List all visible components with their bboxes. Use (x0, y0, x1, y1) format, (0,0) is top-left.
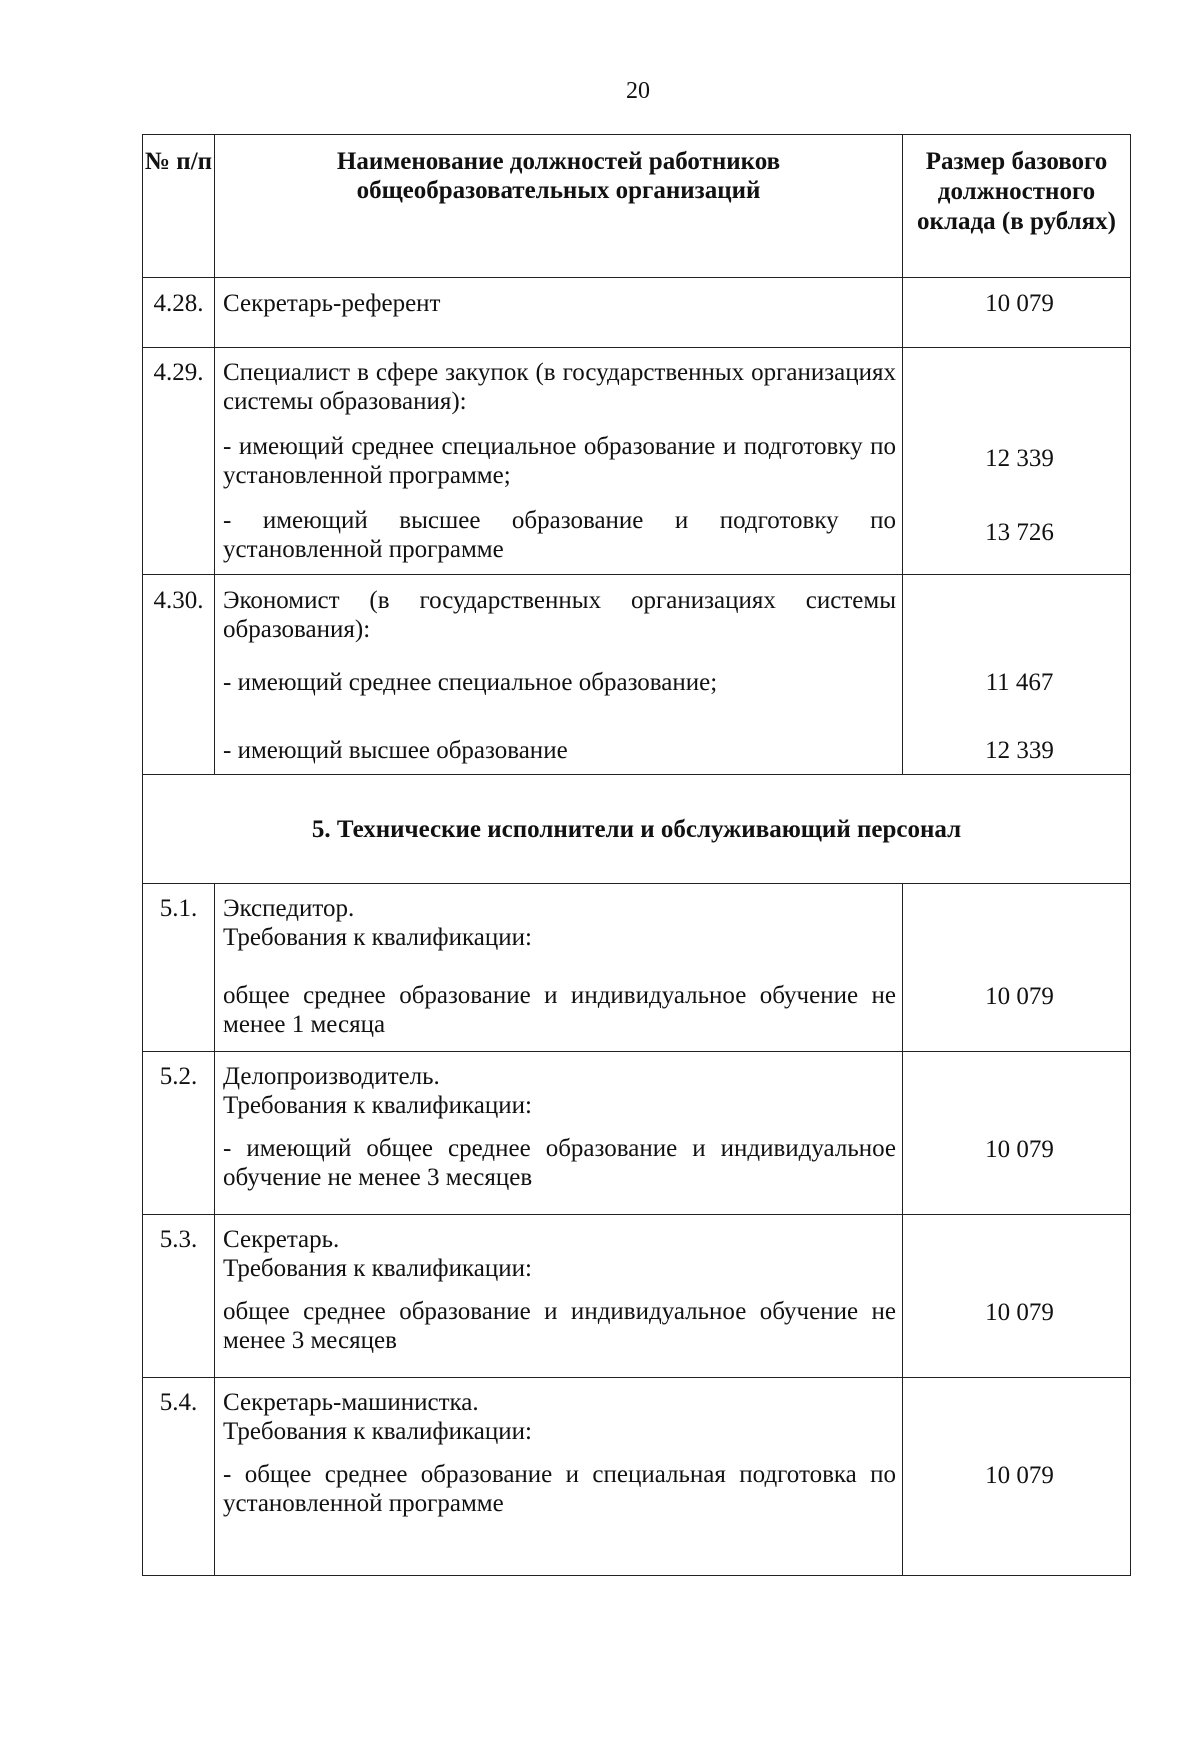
row-title: Секретарь. (223, 1226, 340, 1253)
page-number: 20 (626, 78, 650, 104)
row-salary: 10 079 (903, 1215, 1131, 1378)
table-row (143, 348, 1131, 575)
row-detail: - общее среднее образование и специальная подготовка по установленной программе (223, 1461, 896, 1517)
row-requirements: Требования к квалификации: (223, 924, 532, 951)
table-row (143, 575, 1131, 775)
row-salary: 11 467 (985, 669, 1054, 696)
row-salary: 10 079 (903, 1378, 1131, 1576)
table-header-row (143, 135, 1131, 278)
table-row (143, 1215, 1131, 1378)
row-num: 4.28. (143, 278, 215, 348)
row-num: 4.29. (143, 348, 215, 575)
row-title: Делопроизводитель. (223, 1063, 440, 1090)
table-row (143, 1052, 1131, 1215)
row-title: Экспедитор. (223, 895, 355, 922)
row-salary: 10 079 (903, 884, 1131, 1052)
salary-table (142, 134, 1131, 1576)
row-salary: 10 079 (903, 1052, 1131, 1215)
row-requirements: Требования к квалификации: (223, 1255, 532, 1282)
table-row (143, 1378, 1131, 1576)
row-requirements: Требования к квалификации: (223, 1418, 532, 1445)
table-row (143, 278, 1131, 348)
row-detail: общее среднее образование и индивидуальное обучение не менее 1 месяца (223, 982, 896, 1038)
row-item: - имеющий высшее образование и подготовку по установленной программе (223, 507, 896, 563)
row-num: 5.4. (143, 1378, 215, 1576)
row-requirements: Требования к квалификации: (223, 1092, 532, 1119)
row-item: - имеющий высшее образование (223, 737, 568, 764)
row-num: 5.3. (143, 1215, 215, 1378)
section-title: 5. Технические исполнители и обслуживающий персонал (143, 775, 1131, 884)
row-title: Секретарь-машинистка. (223, 1389, 479, 1416)
header-name: Наименование должностей работников общеобразовательных организаций (215, 135, 903, 278)
row-salary: 10 079 (903, 278, 1131, 348)
row-num: 5.1. (143, 884, 215, 1052)
row-title: Секретарь-референт (215, 278, 903, 348)
header-num: № п/п (143, 135, 215, 278)
header-salary: Размер базового должностного оклада (в рублях) (903, 135, 1131, 278)
section-row (143, 775, 1131, 884)
row-salary: 13 726 (985, 519, 1054, 546)
row-detail: - имеющий общее среднее образование и индивидуальное обучение не менее 3 месяцев (223, 1135, 896, 1191)
table-row (143, 884, 1131, 1052)
row-salary: 12 339 (985, 737, 1054, 764)
row-title: Экономист (в государственных организациях системы образования): (223, 587, 896, 643)
row-item: - имеющий среднее специальное образование; (223, 669, 718, 696)
row-detail: общее среднее образование и индивидуальное обучение не менее 3 месяцев (223, 1298, 896, 1354)
row-item: - имеющий среднее специальное образование и подготовку по установленной программе; (223, 433, 896, 489)
row-salary: 12 339 (985, 445, 1054, 472)
row-num: 5.2. (143, 1052, 215, 1215)
row-title: Специалист в сфере закупок (в государственных организациях системы образования): (223, 359, 896, 415)
row-num: 4.30. (143, 575, 215, 775)
